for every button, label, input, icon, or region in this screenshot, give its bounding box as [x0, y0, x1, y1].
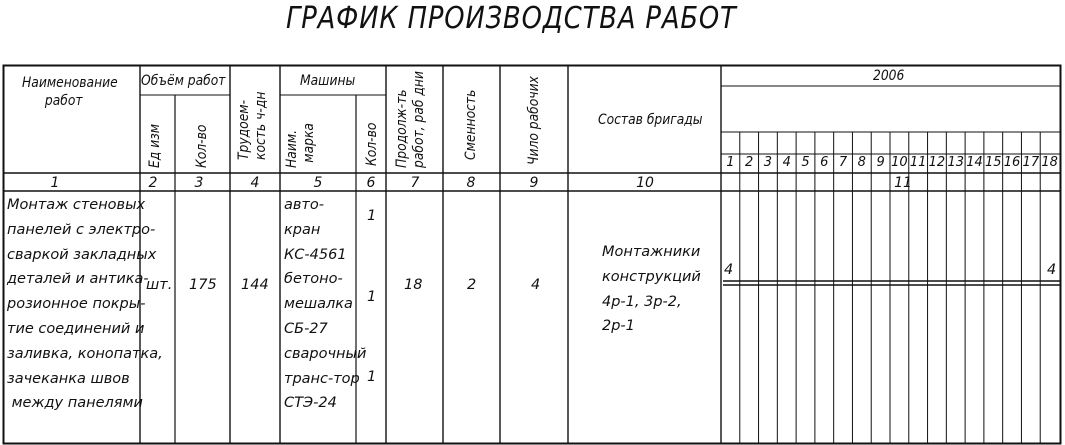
machine-line: мешалка [284, 296, 353, 313]
day-number: 17 [1022, 155, 1040, 170]
header-name [22, 76, 128, 108]
day-number: 15 [984, 155, 1002, 170]
header-workers: Чило рабочих [526, 76, 542, 165]
col-number-2: 2 [148, 175, 158, 191]
col-number-11: 11 [894, 175, 912, 191]
col-number-8: 8 [466, 175, 476, 191]
work-name-line: Монтаж стеновых [7, 197, 146, 213]
work-name-line: заливка, конопатка, [7, 345, 163, 362]
work-name-line: зачеканка швов [7, 370, 130, 387]
work-name-line: деталей и антика- [7, 271, 149, 288]
work-name-line: тие соединений и [7, 320, 145, 337]
machine-line: СБ-27 [284, 320, 328, 337]
day-number: 18 [1041, 155, 1058, 170]
day-number: 5 [801, 155, 810, 170]
machine-line: бетоно- [284, 271, 343, 288]
work-name-line: сваркой закладных [7, 246, 157, 263]
day-number: 6 [820, 155, 829, 170]
machine-line: КС-4561 [284, 246, 347, 263]
day-number: 3 [763, 155, 773, 170]
labor-value: 144 [241, 277, 269, 293]
header-machine-name: Наим. марка [284, 123, 317, 168]
header-name-line-2: работ [44, 93, 83, 109]
work-name-line: панелей с электро- [7, 221, 156, 238]
col-number-4: 4 [250, 175, 260, 191]
team-line: Монтажники [602, 244, 701, 260]
day-number: 7 [838, 155, 848, 170]
workers-value: 4 [531, 277, 541, 293]
header-duration: Продолж-ть работ, раб дни [394, 71, 427, 168]
machine-qty-3: 1 [367, 369, 377, 385]
qty-value: 175 [189, 277, 217, 293]
header-unit: Ед изм [147, 123, 163, 168]
machine-line: сварочный [284, 345, 367, 362]
day-number: 16 [1003, 155, 1021, 170]
day-number: 2 [745, 155, 754, 170]
bar-label-start: 4 [724, 262, 734, 278]
header-team: Состав бригады [598, 112, 703, 128]
header-shifts: Сменность [463, 89, 479, 160]
day-number: 8 [857, 155, 866, 170]
header-machine-qty: Кол-во [364, 122, 380, 166]
page-title: ГРАФИК ПРОИЗВОДСТВА РАБОТ [286, 1, 737, 36]
work-name-line: розионное покры- [7, 296, 146, 313]
team-line: 4р-1, 3р-2, [602, 293, 682, 310]
shifts-value: 2 [467, 277, 477, 293]
col-number-3: 3 [194, 175, 204, 191]
col-number-1: 1 [50, 175, 60, 191]
bar-label-end: 4 [1047, 262, 1057, 278]
header-machines: Машины [300, 73, 356, 89]
header-name-line-1: Наименование [22, 75, 118, 91]
machine-line: СТЭ-24 [284, 395, 337, 412]
machine-qty-2: 1 [367, 289, 377, 305]
machine-names [284, 193, 366, 416]
duration-value: 18 [404, 277, 423, 293]
team-line: конструкций [602, 268, 701, 285]
machine-qty-1: 1 [367, 208, 377, 224]
machine-line: транс-тор [284, 370, 360, 387]
day-number: 12 [928, 155, 946, 170]
header-labor: Трудоем- кость ч-дн [236, 91, 269, 160]
team-line: 2р-1 [602, 318, 635, 335]
work-name-line: между панелями [7, 395, 143, 412]
col-number-10: 10 [636, 175, 654, 191]
header-year: 2006 [873, 68, 905, 84]
team-composition [602, 240, 701, 339]
machine-line: авто- [284, 197, 324, 213]
day-number: 1 [726, 155, 735, 170]
day-number: 10 [891, 155, 908, 170]
header-volume: Объём работ [141, 73, 226, 89]
header-qty: Кол-во [194, 124, 210, 168]
day-number: 9 [876, 155, 885, 170]
machine-line: кран [284, 221, 321, 238]
col-number-9: 9 [529, 175, 539, 191]
day-number: 13 [947, 155, 964, 170]
col-number-7: 7 [410, 175, 420, 191]
day-number: 4 [782, 155, 791, 170]
work-name [7, 193, 163, 416]
unit-value: шт. [146, 277, 173, 293]
col-number-5: 5 [313, 175, 323, 191]
day-number: 14 [966, 155, 983, 170]
col-number-6: 6 [366, 175, 376, 191]
day-number: 11 [909, 155, 927, 170]
